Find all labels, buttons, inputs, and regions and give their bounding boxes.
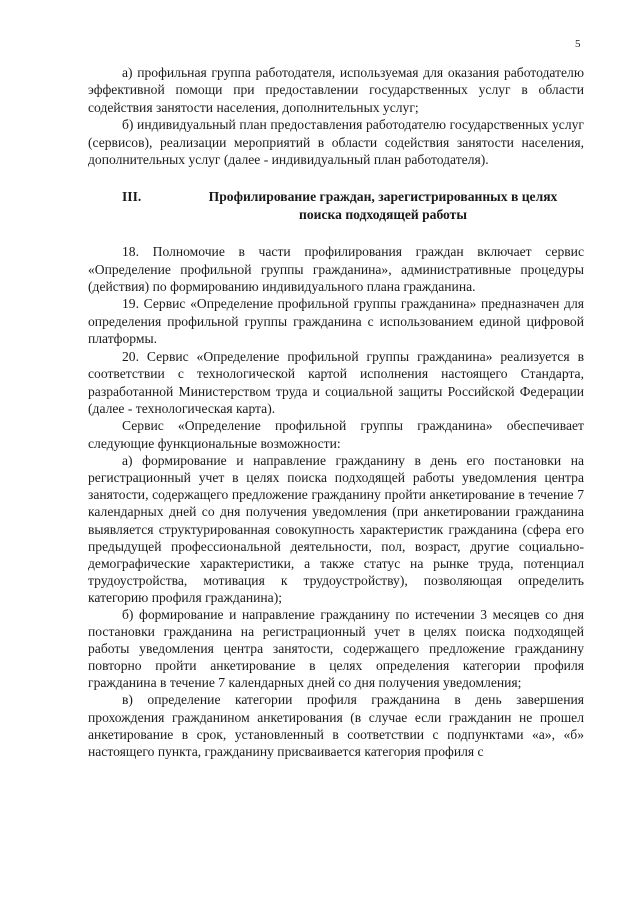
feature-item-b: б) формирование и направление гражданину по истечении 3 месяцев со дня постановки гражданина на регистрационный учет в целях поиска подходящей работы уведомления центра занятости, содержащего предложение гражданину повторно пройти анкетирование в целях определения категории профиля гражданина в течение 7 календарных дней со дня получения уведомления;	[88, 606, 584, 691]
intro-item-a: а) профильная группа работодателя, используемая для оказания работодателю эффективной помощи при предоставлении государственных услуг в области содействия занятости населения, дополнительных услуг;	[88, 65, 584, 115]
section-number: III.	[122, 189, 142, 205]
paragraph-service-features: Сервис «Определение профильной группы гражданина» обеспечивает следующие функциональные возможности:	[88, 418, 584, 451]
paragraph-18: 18. Полномочие в части профилирования граждан включает сервис «Определение профильной группы гражданина», административные процедуры (действия) по формированию индивидуального плана гражданина.	[88, 244, 584, 295]
page-number: 5	[575, 38, 581, 50]
feature-item-v: в) определение категории профиля гражданина в день завершения прохождения гражданином анкетирования (в случае если гражданин не прошел анкетирование в срок, установленный в соответствии с подпунктами «а», «б» настоящего пункта, гражданину присваивается категория профиля с	[88, 692, 584, 759]
feature-item-a: а) формирование и направление гражданину в день его постановки на регистрационный учет в целях поиска подходящей работы уведомления центра занятости, содержащего предложение гражданину пройти анкетирование в течение 7 календарных дней со дня получения уведомления (при анкетировании гражданина выявляется структурированная совокупность характеристик гражданина (сфера его предыдущей профессиональной деятельности, пол, возраст, другие социально-демографические характеристики, а также статус на рынке труда, потенциал трудоустройства, мотивация к трудоустройству), позволяющая определить категорию профиля гражданина);	[88, 453, 584, 605]
paragraph-19: 19. Сервис «Определение профильной группы гражданина» предназначен для определения профильной группы гражданина с использованием единой цифровой платформы.	[88, 296, 584, 347]
intro-item-b: б) индивидуальный план предоставления работодателю государственных услуг (сервисов), реализации мероприятий в области содействия занятости населения, дополнительных услуг (далее - индивидуальный план работодателя).	[88, 117, 584, 168]
document-body	[88, 64, 584, 760]
section-title-line-1: Профилирование граждан, зарегистрированных в целях	[208, 189, 558, 205]
paragraph-20: 20. Сервис «Определение профильной группы гражданина» реализуется в соответствии с технологической картой исполнения настоящего Стандарта, разработанной Министерством труда и социальной защиты Российской Федерации (далее - технологическая карта).	[88, 348, 584, 416]
section-title-line-2: поиска подходящей работы	[299, 206, 467, 222]
section-heading	[88, 188, 584, 223]
section-title	[182, 188, 584, 223]
